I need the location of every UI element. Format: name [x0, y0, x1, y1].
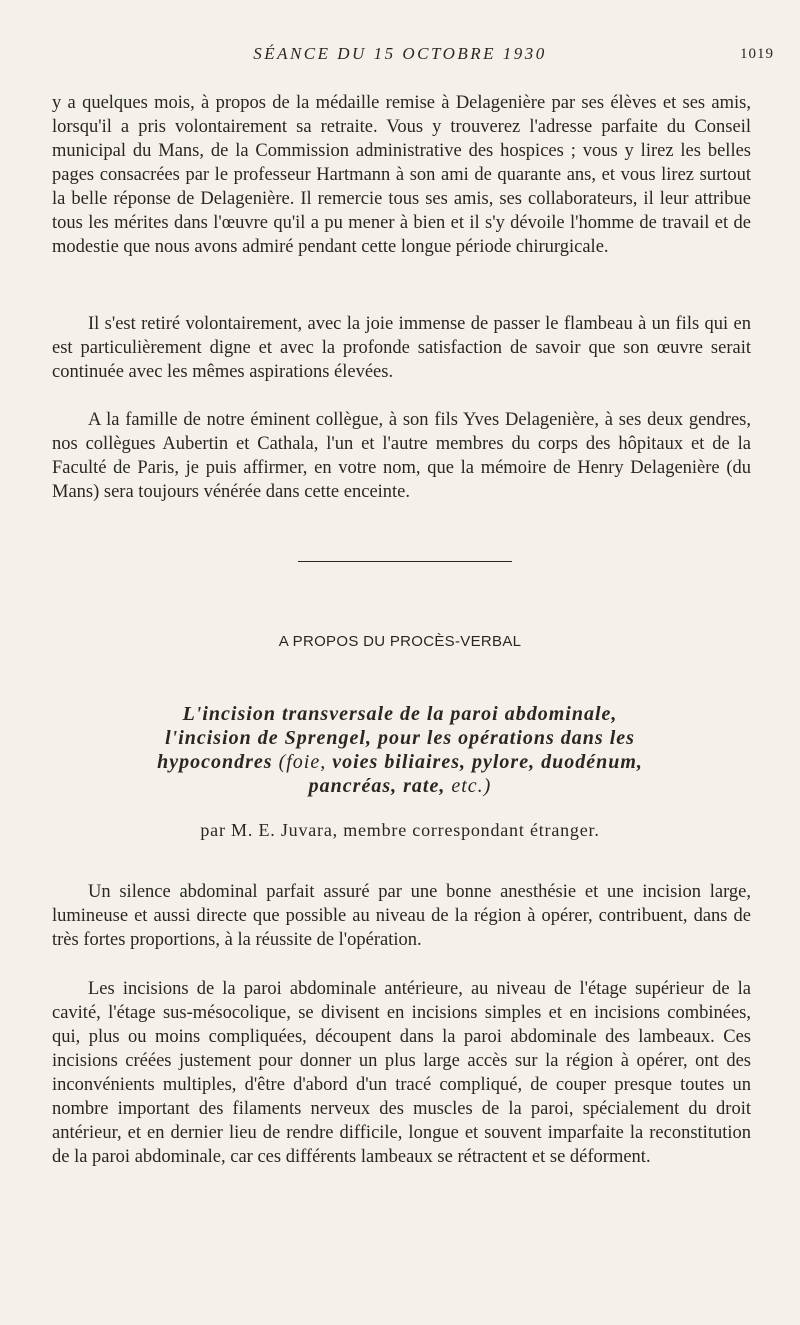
title-line: l'incision de Sprengel, pour les opérations dans les	[165, 727, 635, 749]
body-paragraph: y a quelques mois, à propos de la médaille remise à Delagenière par ses élèves et ses amis, lorsqu'il a pris volontairement sa retraite. Vous y trouverez l'adresse parfaite du Conseil municipal du Mans, de la Commission administrative des hospices ; vous y lirez les belles pages consacrées par le professeur Hartmann à son ami de quarante ans, et vous lirez surtout la belle réponse de Delagenière. Il remercie tous ses amis, ses collaborateurs, il leur attribue tous les mérites dans l'œuvre qu'il a pu mener à bien et il s'y dévoile l'homme de travail et de modestie que nous avons admiré pendant cette longue période chirurgicale.	[52, 93, 751, 257]
page-number: 1019	[740, 46, 774, 62]
body-paragraph: A la famille de notre éminent collègue, à son fils Yves Delagenière, à ses deux gendres, nos collègues Aubertin et Cathala, l'un et l'autre membres du corps des hôpitaux et de la Faculté de Paris, je puis affirmer, en votre nom, que la mémoire de Henry Delagenière (du Mans) sera toujours vénérée dans cette enceinte.	[52, 410, 751, 502]
title-line: etc.)	[451, 775, 492, 797]
article-byline: par M. E. Juvara, membre correspondant étranger.	[200, 820, 600, 840]
section-divider	[298, 561, 512, 562]
body-paragraph: Il s'est retiré volontairement, avec la joie immense de passer le flambeau à un fils qui en est particulièrement digne et avec la profonde satisfaction de savoir que son œuvre serait continuée avec les mêmes aspirations élevées.	[52, 314, 751, 382]
article-paragraph: Un silence abdominal parfait assuré par une bonne anesthésie et une incision large, lumineuse et aussi directe que possible au niveau de la région à opérer, contribuent, dans de très fortes proportions, à la réussite de l'opération.	[52, 882, 751, 950]
article-title	[70, 702, 730, 798]
article-paragraph: Les incisions de la paroi abdominale antérieure, au niveau de l'étage supérieur de la cavité, l'étage sus-mésocolique, se divisent en incisions simples et en incisions combinées, qui, plus ou moins compliquées, découpent dans la paroi abdominale des lambeaux. Ces incisions créées justement pour donner un plus large accès sur la région à opérer, ont des inconvénients multiples, d'être d'abord d'un tracé compliqué, de couper presque toutes un nombre important des filaments nerveux des muscles de la paroi, spécialement du droit antérieur, et en dernier lieu de rendre difficile, longue et souvent imparfaite la reconstitution de la paroi abdominale, car ces différents lambeaux se rétractent et se déforment.	[52, 979, 751, 1167]
title-line: pancréas,	[308, 775, 398, 797]
title-line: L'incision transversale de la paroi abdominale,	[182, 703, 618, 725]
running-title: SÉANCE DU 15 OCTOBRE 1930	[253, 44, 547, 63]
section-heading: A PROPOS DU PROCÈS-VERBAL	[278, 633, 522, 650]
title-line: voies biliaires, pylore, duodénum,	[332, 751, 643, 773]
title-line: hypocondres	[157, 751, 273, 773]
title-line: (foie,	[278, 751, 327, 773]
title-line: rate,	[403, 775, 446, 797]
page-header	[0, 44, 800, 72]
